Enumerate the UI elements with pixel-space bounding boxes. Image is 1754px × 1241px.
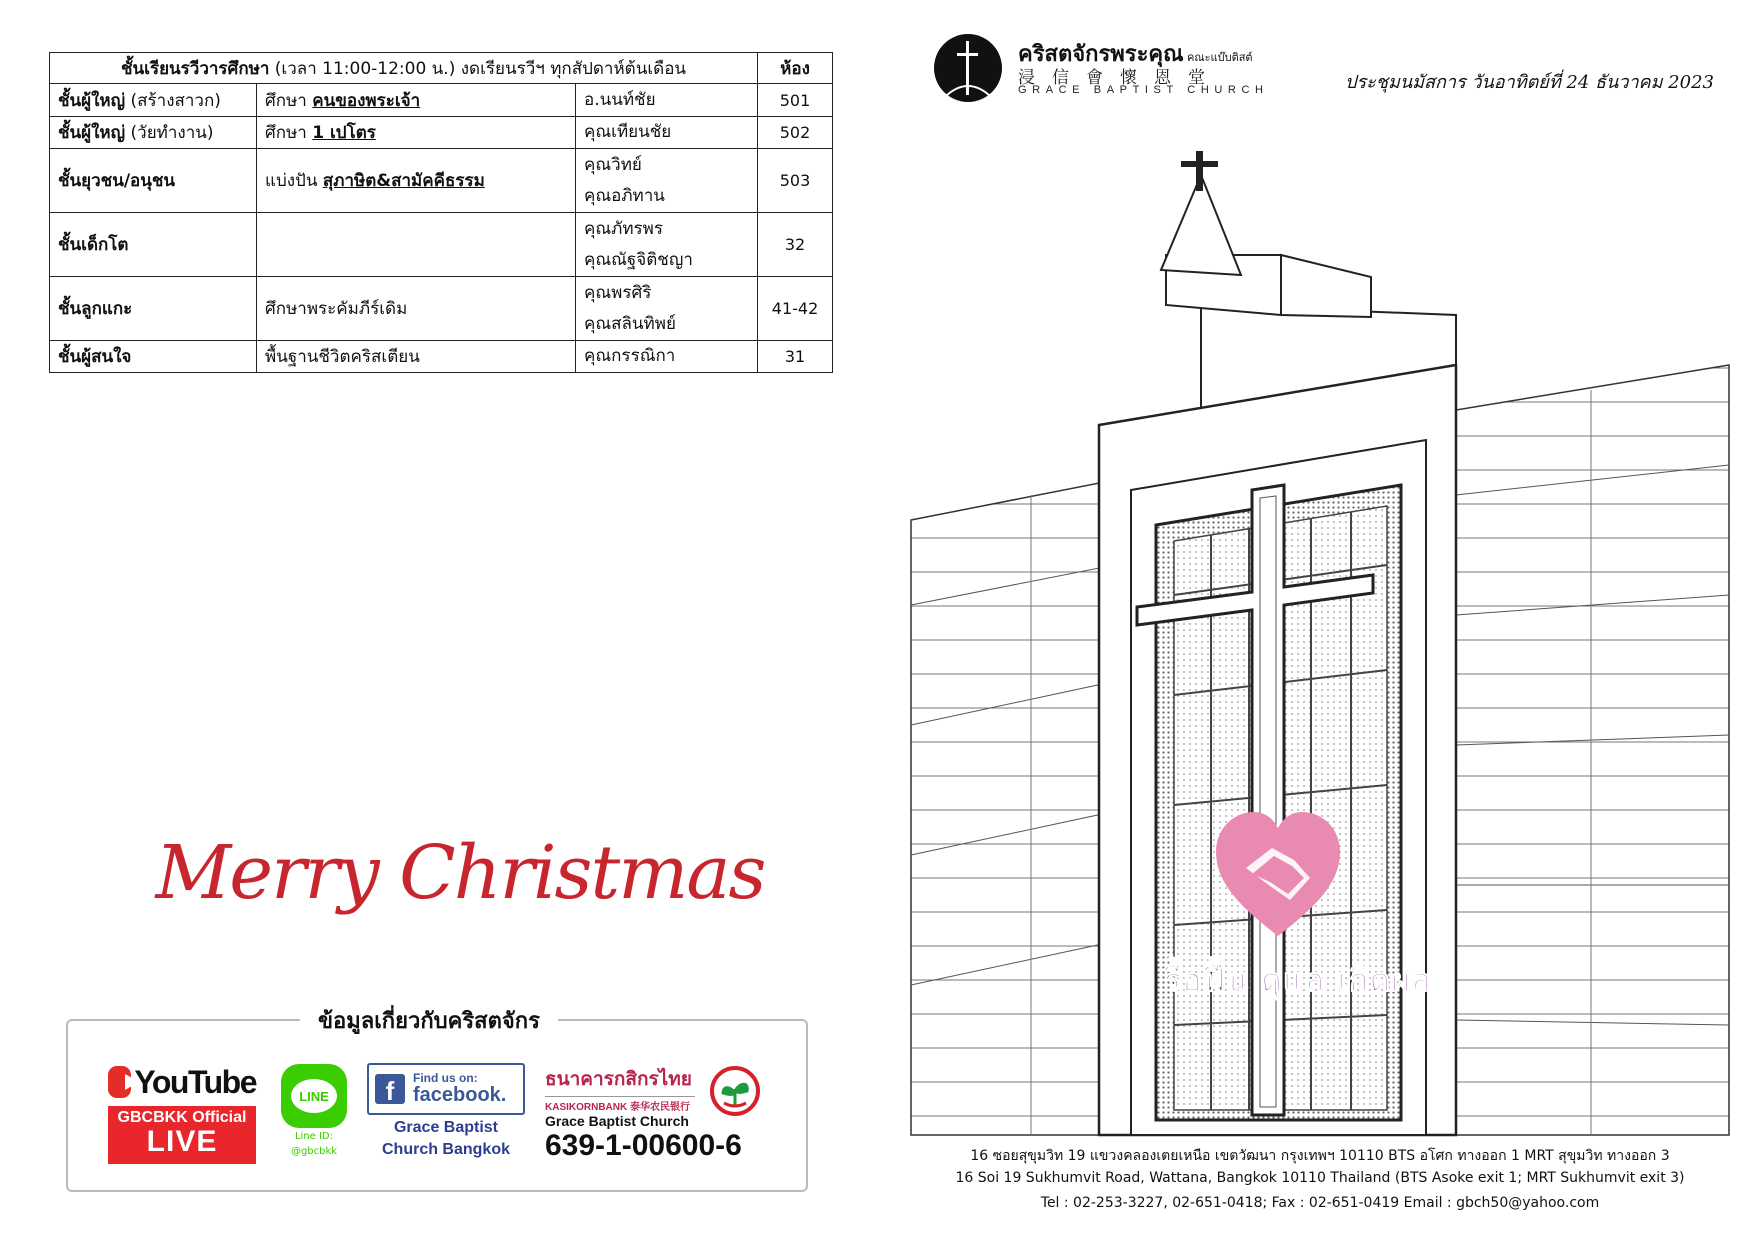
youtube-live-label: LIVE xyxy=(146,1125,218,1158)
youtube-badge[interactable] xyxy=(108,1064,256,1164)
class-level: ชั้นยุวชน/อนุชน xyxy=(50,149,257,213)
class-schedule-title xyxy=(50,53,758,84)
church-name-thai: คริสตจักรพระคุณ คณะแบ๊บติสต์ xyxy=(1018,42,1253,67)
facebook-badge[interactable] xyxy=(367,1063,525,1159)
class-room: 32 xyxy=(758,213,833,277)
table-row xyxy=(50,117,833,149)
class-level: ชั้นลูกแกะ xyxy=(50,277,257,341)
facebook-page-name-1: Grace Baptist xyxy=(393,1119,499,1136)
church-info-title: ข้อมูลเกี่ยวกับคริสตจักร xyxy=(300,1003,558,1038)
line-id-label: Line ID: xyxy=(294,1131,334,1142)
class-room: 31 xyxy=(758,341,833,373)
bank-name-english: KASIKORNBANK 泰华农民银行 xyxy=(545,1096,695,1113)
class-schedule-table xyxy=(49,52,833,373)
table-row xyxy=(50,277,833,341)
room-header: ห้อง xyxy=(758,53,833,84)
class-teacher: คุณภัทรพร คุณณัฐจิติชญา xyxy=(576,213,758,277)
table-header-row xyxy=(50,53,833,84)
class-teacher: คุณกรรณิกา xyxy=(576,341,758,373)
class-teacher: คุณพรศิริ คุณสลินทิพย์ xyxy=(576,277,758,341)
table-row xyxy=(50,213,833,277)
facebook-wordmark: facebook. xyxy=(413,1084,507,1106)
facebook-f-icon: f xyxy=(375,1074,405,1104)
heart-handshake-icon xyxy=(1212,808,1344,950)
class-topic xyxy=(257,213,576,277)
class-room: 503 xyxy=(758,149,833,213)
class-schedule-title-rest: (เวลา 11:00-12:00 น.) งดเรียนรวีฯ ทุกสัปดาห์ต้นเดือน xyxy=(269,58,687,79)
youtube-wordmark: YouTube xyxy=(134,1063,256,1100)
class-teacher: คุณเทียนชัย xyxy=(576,117,758,149)
contact-info: Tel : 02-253-3227, 02-651-0418; Fax : 02-651-0419 Email : gbch50@yahoo.com xyxy=(1040,1195,1600,1211)
youtube-play-icon xyxy=(108,1066,131,1098)
bank-account-number: 639-1-00600-6 xyxy=(545,1129,742,1162)
class-room: 502 xyxy=(758,117,833,149)
line-id-value: @gbcbkk xyxy=(290,1146,338,1157)
facebook-find-label: Find us on: xyxy=(413,1071,478,1085)
bank-account-name: Grace Baptist Church xyxy=(545,1113,689,1129)
class-teacher: อ.นนท์ชัย xyxy=(576,84,758,117)
class-topic: ศึกษาพระคัมภีร์เดิม xyxy=(257,277,576,341)
youtube-live-box xyxy=(108,1106,256,1164)
address-english: 16 Soi 19 Sukhumvit Road, Wattana, Bangkok 10110 Thailand (BTS Asoke exit 1; MRT Sukhumvit exit 3) xyxy=(955,1170,1685,1186)
church-name-english: GRACE BAPTIST CHURCH xyxy=(1018,84,1269,96)
youtube-channel-name: GBCBKK Official xyxy=(117,1109,247,1126)
class-room: 41-42 xyxy=(758,277,833,341)
church-slogan: รื้อฟื้น ดูแล เกิดผล xyxy=(1164,961,1432,999)
line-app-icon xyxy=(281,1064,347,1128)
class-teacher: คุณวิทย์ คุณอภิทาน xyxy=(576,149,758,213)
merry-christmas-text: Merry Christmas xyxy=(155,830,765,916)
line-logo-text: LINE xyxy=(291,1079,337,1113)
line-badge[interactable] xyxy=(281,1064,347,1158)
class-schedule-title-bold: ชั้นเรียนรวีวารศึกษา xyxy=(120,58,270,79)
class-level: ชั้นผู้ใหญ่ (สร้างสาวก) xyxy=(50,84,257,117)
merry-christmas-greeting xyxy=(155,800,765,950)
church-name-chinese: 浸信會懷恩堂 xyxy=(1018,68,1222,88)
kasikornbank-logo-icon xyxy=(709,1065,761,1117)
class-room: 501 xyxy=(758,84,833,117)
facebook-find-us-box xyxy=(367,1063,525,1115)
table-row xyxy=(50,341,833,373)
service-date: ประชุมนมัสการ วันอาทิตย์ที่ 24 ธันวาคม 2023 xyxy=(1345,72,1714,93)
church-logo-icon xyxy=(933,33,1003,103)
class-topic: ศึกษา 1 เปโตร xyxy=(257,117,576,149)
table-row xyxy=(50,84,833,117)
table-row xyxy=(50,149,833,213)
class-topic: พื้นฐานชีวิตคริสเตียน xyxy=(257,341,576,373)
address-thai: 16 ซอยสุขุมวิท 19 แขวงคลองเตยเหนือ เขตวัฒนา กรุงเทพฯ 10110 BTS อโศก ทางออก 1 MRT สุขุมวิท ทางออก 3 xyxy=(970,1148,1670,1164)
bank-name-thai: ธนาคารกสิกรไทย xyxy=(545,1068,692,1090)
facebook-page-name-2: Church Bangkok xyxy=(381,1141,510,1158)
class-level: ชั้นผู้ใหญ่ (วัยทำงาน) xyxy=(50,117,257,149)
class-topic: ศึกษา คนของพระเจ้า xyxy=(257,84,576,117)
class-level: ชั้นเด็กโต xyxy=(50,213,257,277)
class-level: ชั้นผู้สนใจ xyxy=(50,341,257,373)
class-topic: แบ่งปัน สุภาษิต&สามัคคีธรรม xyxy=(257,149,576,213)
